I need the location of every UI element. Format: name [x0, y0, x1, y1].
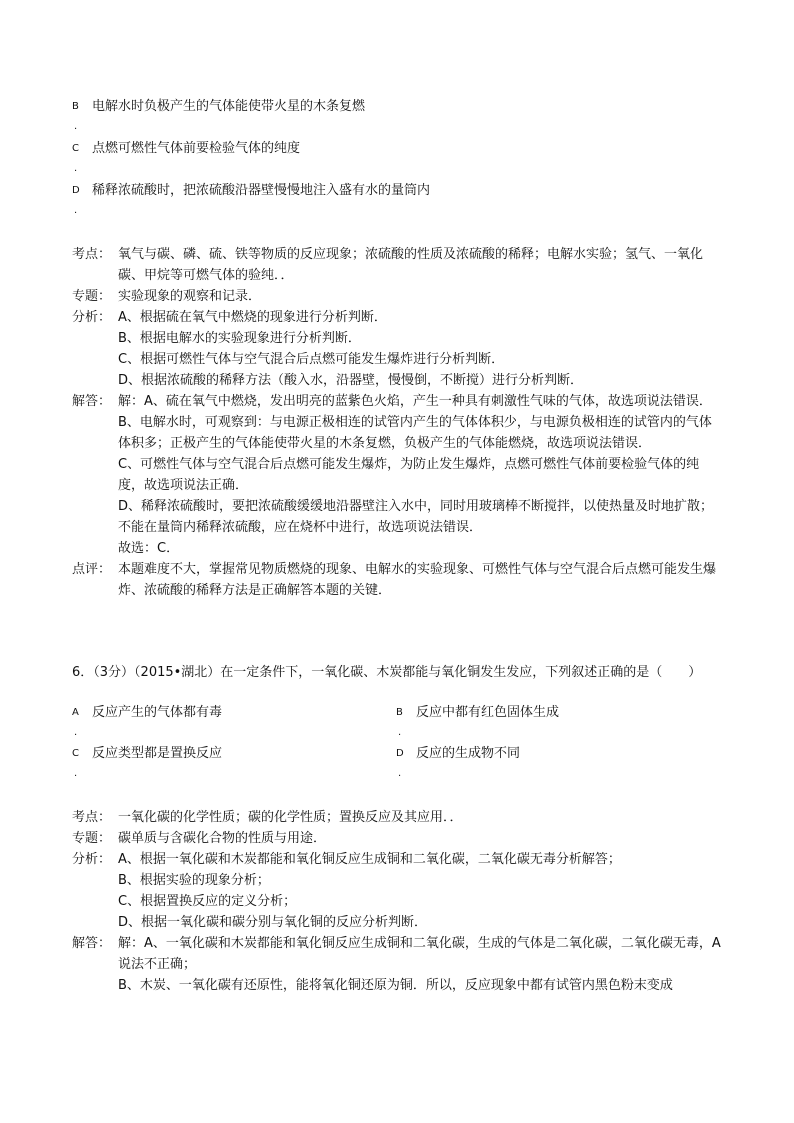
- option-dot: .: [74, 727, 78, 738]
- dianping-text: 本题难度不大，掌握常见物质燃烧的现象、电解水的实验现象、可燃性气体与空气混合后点燃可能发生爆炸、浓硫酸的稀释方法是正确解答本题的关键．: [118, 562, 717, 598]
- fenxi-line: C、根据可燃性气体与空气混合后点燃可能发生爆炸进行分析判断．: [118, 352, 505, 367]
- option-text: 电解水时负极产生的气体能使带火星的木条复燃: [92, 99, 366, 114]
- kaodian-text: 氧气与碳、磷、硫、铁等物质的反应现象；浓硫酸的性质及浓硫酸的稀释；电解水实验；氢气、一氧化碳、甲烷等可燃气体的验纯．．: [118, 247, 704, 283]
- fenxi-line: A、根据硫在氧气中燃烧的现象进行分析判断．: [118, 310, 387, 325]
- fenxi-line: D、根据浓硫酸的稀释方法（酸入水，沿器壁，慢慢倒，不断搅）进行分析判断．: [118, 373, 584, 388]
- zhuanti-row: [72, 286, 722, 307]
- option-letter: C: [72, 748, 79, 759]
- jieda-line: 解：A、一氧化碳和木炭都能和氧化铜反应生成铜和二氧化碳，生成的气体是二氧化碳，二氧化碳无毒，A说法不正确；: [118, 936, 721, 972]
- zhuanti-text: 碳单质与含碳化合物的性质与用途．: [118, 831, 327, 846]
- kaodian-row: [72, 807, 722, 828]
- option-letter: B: [72, 101, 79, 112]
- fenxi-row: [72, 849, 722, 933]
- zhuanti-label: 专题：: [72, 831, 112, 846]
- option-letter: D: [396, 748, 404, 759]
- kaodian-text: 一氧化碳的化学性质；碳的化学性质；置换反应及其应用．．: [118, 810, 463, 825]
- jieda-label: 解答：: [72, 936, 112, 951]
- dianping-label: 点评：: [72, 562, 112, 577]
- zhuanti-label: 专题：: [72, 289, 112, 304]
- option-dot: .: [74, 768, 78, 779]
- analysis-block-q6: [72, 807, 722, 996]
- jieda-line: B、电解水时，可观察到：与电源正极相连的试管内产生的气体体积少，与电源负极相连的试管内的气体体积多；正极产生的气体能使带火星的木条复燃，负极产生的气体能燃烧，故选项说法错误．: [118, 415, 712, 451]
- kaodian-label: 考点：: [72, 810, 112, 825]
- kaodian-label: 考点：: [72, 247, 112, 262]
- option-text: 反应产生的气体都有毒: [92, 705, 223, 720]
- option-dot: .: [74, 205, 78, 216]
- option-letter: B: [396, 707, 403, 718]
- kaodian-row: [72, 244, 722, 286]
- option-text: 反应类型都是置换反应: [92, 746, 223, 761]
- option-letter: A: [72, 707, 79, 718]
- jieda-label: 解答：: [72, 394, 112, 409]
- jieda-line: B、木炭、一氧化碳有还原性，能将氧化铜还原为铜．所以，反应现象中都有试管内黑色粉末变成: [118, 978, 673, 993]
- jieda-line: 故选：C．: [118, 541, 180, 556]
- option-letter: D: [72, 185, 80, 196]
- fenxi-row: [72, 307, 722, 391]
- option-letter: C: [72, 143, 79, 154]
- fenxi-line: A、根据一氧化碳和木炭都能和氧化铜反应生成铜和二氧化碳，二氧化碳无毒分析解答；: [118, 852, 621, 867]
- fenxi-line: B、根据电解水的实验现象进行分析判断．: [118, 331, 361, 346]
- fenxi-line: D、根据一氧化碳和碳分别与氧化铜的反应分析判断．: [118, 915, 428, 930]
- dianping-row: [72, 559, 722, 601]
- fenxi-line: C、根据置换反应的定义分析；: [118, 894, 297, 909]
- zhuanti-row: [72, 828, 722, 849]
- option-text: 反应的生成物不同: [416, 746, 521, 761]
- analysis-block-prev: [72, 244, 722, 601]
- jieda-row: [72, 391, 722, 559]
- option-dot: .: [74, 121, 78, 132]
- zhuanti-text: 实验现象的观察和记录．: [118, 289, 262, 304]
- fenxi-label: 分析：: [72, 310, 112, 325]
- option-dot: .: [398, 768, 402, 779]
- jieda-line: C、可燃性气体与空气混合后点燃可能发生爆炸，为防止发生爆炸，点燃可燃性气体前要检验气体的纯度，故选项说法正确．: [118, 457, 700, 493]
- option-text: 点燃可燃性气体前要检验气体的纯度: [92, 141, 301, 156]
- question-6-stem: 6．（3分）（2015•湖北）在一定条件下，一氧化碳、木炭都能与氧化铜发生发应，下列叙述正确的是（ ）: [72, 665, 702, 680]
- option-dot: .: [74, 163, 78, 174]
- jieda-row: [72, 933, 722, 996]
- jieda-line: 解：A、硫在氧气中燃烧，发出明亮的蓝紫色火焰，产生一种具有刺激性气味的气体，故选项说法错误．: [118, 394, 712, 409]
- fenxi-label: 分析：: [72, 852, 112, 867]
- jieda-line: D、稀释浓硫酸时，要把浓硫酸缓缓地沿器壁注入水中，同时用玻璃棒不断搅拌，以使热量及时地扩散；不能在量筒内稀释浓硫酸，应在烧杯中进行，故选项说法错误．: [118, 499, 714, 535]
- option-text: 反应中都有红色固体生成: [416, 705, 560, 720]
- option-dot: .: [398, 727, 402, 738]
- fenxi-line: B、根据实验的现象分析；: [118, 873, 270, 888]
- option-text: 稀释浓硫酸时，把浓硫酸沿器壁慢慢地注入盛有水的量筒内: [92, 183, 431, 198]
